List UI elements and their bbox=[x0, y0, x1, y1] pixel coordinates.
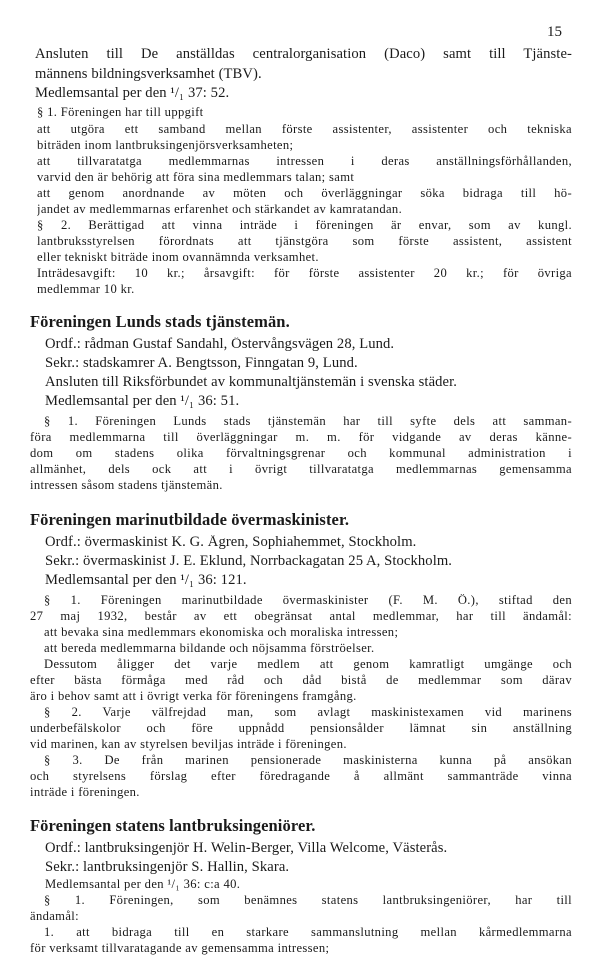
text-line: dom om stadens olika förvaltningsgrenar och kommunal administration i bbox=[30, 447, 572, 460]
text-line: biträden inom lantbruksingenjörsverksamheten; bbox=[37, 139, 294, 152]
section-heading: Föreningen Lunds stads tjänstemän. bbox=[30, 314, 290, 331]
text-line: inträde i föreningen. bbox=[30, 786, 140, 799]
text-line: § 1. Föreningen har till uppgift bbox=[37, 106, 204, 119]
text-line: Inträdesavgift: 10 kr.; årsavgift: för förste assistenter 20 kr.; för övriga bbox=[37, 267, 572, 280]
text-line: Sekr.: lantbruksingenjör S. Hallin, Skara. bbox=[45, 860, 290, 875]
text-line: jandet av medlemmarnas erfarenhet och stärkandet av kamratandan. bbox=[37, 203, 403, 216]
text-line: efter bästa förmåga med råd och dåd bistå de medlemmar som därav bbox=[30, 674, 572, 687]
text-line: Ordf.: övermaskinist K. G. Ågren, Sophiahemmet, Stockholm. bbox=[45, 535, 417, 550]
section-heading: Föreningen marinutbildade övermaskinister. bbox=[30, 512, 350, 529]
text-line: äro i behov samt att i övrigt verka för föreningens framgång. bbox=[30, 690, 357, 703]
text-line: lantbruksstyrelsen förordnats att tjänstgöra som förste assistent, assistent bbox=[37, 235, 572, 248]
text-line: männens bildningsverksamhet (TBV). bbox=[35, 67, 262, 82]
text-line: Ansluten till Riksförbundet av kommunaltjänstemän i svenska städer. bbox=[45, 375, 458, 390]
text-line: Ordf.: lantbruksingenjör H. Welin-Berger, Villa Welcome, Västerås. bbox=[45, 841, 448, 856]
text-line: och styrelsens förslag efter föredragande å allmänt sammanträde vinna bbox=[30, 770, 572, 783]
text-line: Medlemsantal per den ¹/₁ 37: 52. bbox=[35, 86, 230, 101]
text-line: Medlemsantal per den ¹/₁ 36: 51. bbox=[45, 394, 240, 409]
text-line: för verksamt tillvaratagande av gemensamma intressen; bbox=[30, 942, 330, 955]
text-line: att tillvaratatga medlemmarnas intressen i deras anställningsförhållanden, bbox=[37, 155, 572, 168]
text-line: Dessutom åligger det varje medlem att genom kamratligt umgänge och bbox=[44, 658, 572, 671]
text-line: § 2. Berättigad att vinna inträde i föreningen är envar, som av kungl. bbox=[37, 219, 572, 232]
text-line: medlemmar 10 kr. bbox=[37, 283, 135, 296]
text-line: § 1. Föreningen, som benämnes statens lantbruksingeniörer, har till bbox=[44, 894, 572, 907]
text-line: vid marinen, kan av styrelsen beviljas inträde i föreningen. bbox=[30, 738, 347, 751]
text-line: Medlemsantal per den ¹/₁ 36: c:a 40. bbox=[45, 878, 241, 891]
text-line: varvid den är behörig att föra sina medlemmars talan; samt bbox=[37, 171, 355, 184]
text-line: Sekr.: övermaskinist J. E. Eklund, Norrbackagatan 25 A, Stockholm. bbox=[45, 554, 453, 569]
text-line: § 2. Varje välfrejdad man, som avlagt maskinistexamen vid marinens bbox=[44, 706, 572, 719]
text-line: att bereda medlemmarna bildande och nöjsamma förströelser. bbox=[44, 642, 375, 655]
text-line: allmänhet, dels ock att i övrigt tillvaratatga medlemmarnas gemensamma bbox=[30, 463, 572, 476]
text-line: att genom anordnande av möten och överläggningar söka bidraga till hö- bbox=[37, 187, 572, 200]
text-line: Ansluten till De anställdas centralorganisation (Daco) samt till Tjänste- bbox=[35, 47, 572, 62]
text-line: att utgöra ett samband mellan förste assistenter, assistenter och tekniska bbox=[37, 123, 572, 136]
text-line: Sekr.: stadskamrer A. Bengtsson, Finngatan 9, Lund. bbox=[45, 356, 358, 371]
page-number: 15 bbox=[547, 24, 562, 40]
text-line: intressen såsom stadens tjänstemän. bbox=[30, 479, 223, 492]
text-line: att bevaka sina medlemmars ekonomiska och moraliska intressen; bbox=[44, 626, 399, 639]
text-line: ändamål: bbox=[30, 910, 79, 923]
text-line: § 3. De från marinen pensionerade maskinisterna kunna på ansökan bbox=[44, 754, 572, 767]
text-line: 27 maj 1932, består av ett obegränsat antal medlemmar, har till ändamål: bbox=[30, 610, 572, 623]
text-line: föra medlemmarna till överläggningar m. m. för vidgande av deras känne- bbox=[30, 431, 572, 444]
text-line: § 1. Föreningen marinutbildade övermaskinister (F. M. Ö.), stiftad den bbox=[44, 594, 572, 607]
text-line: Medlemsantal per den ¹/₁ 36: 121. bbox=[45, 573, 247, 588]
section-heading: Föreningen statens lantbruksingeniörer. bbox=[30, 818, 316, 835]
text-line: underbefälskolor och före uppnådd pensionsålder lämnat sin anställning bbox=[30, 722, 572, 735]
text-line: Ordf.: rådman Gustaf Sandahl, Östervångsvägen 28, Lund. bbox=[45, 337, 395, 352]
text-line: eller tekniskt biträde inom ovannämnda verksamhet. bbox=[37, 251, 319, 264]
text-line: § 1. Föreningen Lunds stads tjänstemän har till syfte dels att samman- bbox=[44, 415, 572, 428]
text-line: 1. att bidraga till en starkare sammanslutning mellan kårmedlemmarna bbox=[44, 926, 572, 939]
